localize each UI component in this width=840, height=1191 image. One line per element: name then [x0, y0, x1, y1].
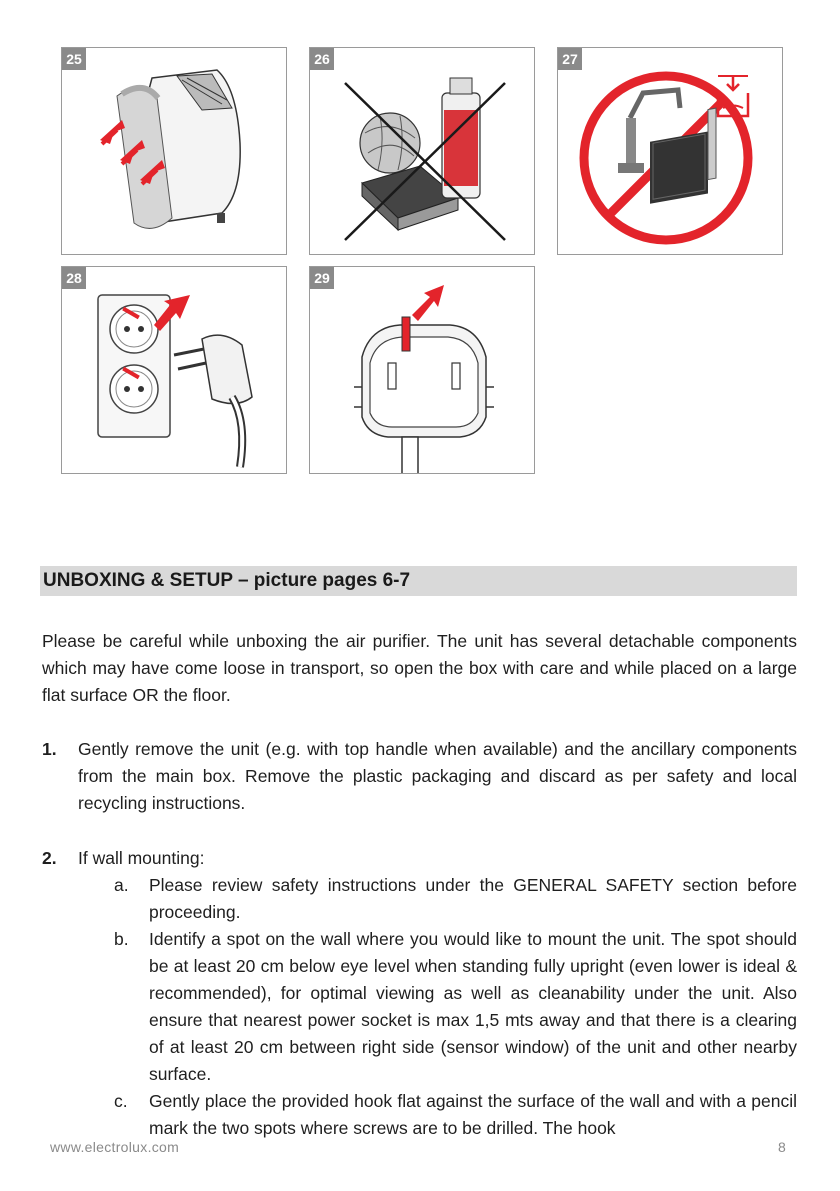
step-number: 1.	[42, 739, 57, 759]
step-number: 2.	[42, 848, 57, 868]
substep-text: Gently place the provided hook flat against the surface of the wall and with a pencil mark the two spots where screws are to be drilled. The hook	[149, 1091, 797, 1138]
figure-25	[61, 47, 287, 255]
figure-27	[557, 47, 783, 255]
footer-url: www.electrolux.com	[50, 1139, 180, 1155]
step-text: If wall mounting:	[78, 848, 205, 868]
substep-text: Identify a spot on the wall where you would like to mount the unit. The spot should be at least 20 cm below eye level when standing fully upright (even lower is ideal & recommended), for optimal viewing as well as cleanability under the unit. Also ensure that nearest power socket is max 1,5 mts away and that there is a clearing of at least 20 cm between right side (sensor window) of the unit and other nearby surface.	[149, 929, 797, 1084]
figure-number: 29	[310, 267, 334, 289]
no-cleaning-products-illustration	[310, 48, 535, 255]
substep-text: Please review safety instructions under the GENERAL SAFETY section before proceeding.	[149, 875, 797, 922]
no-washing-filter-illustration	[558, 48, 783, 255]
figure-number: 26	[310, 48, 334, 70]
figure-29	[309, 266, 535, 474]
filter-removal-illustration	[62, 48, 287, 255]
substep-letter: a.	[114, 875, 129, 895]
step-text: Gently remove the unit (e.g. with top handle when available) and the ancillary components from the main box. Remove the plastic packaging and discard as per safety and local recycling instructions.	[78, 739, 797, 813]
figure-number: 27	[558, 48, 582, 70]
figure-number: 25	[62, 48, 86, 70]
intro-paragraph: Please be careful while unboxing the air purifier. The unit has several detachable components which may have come loose in transport, so open the box with care and while placed on a large flat surface OR the floor.	[42, 631, 797, 705]
page-number: 8	[778, 1139, 786, 1155]
substep-letter: c.	[114, 1091, 128, 1111]
substep-letter: b.	[114, 929, 129, 949]
european-socket-plug-illustration	[62, 267, 287, 474]
uk-plug-illustration	[310, 267, 535, 474]
figure-28	[61, 266, 287, 474]
section-heading: UNBOXING & SETUP – picture pages 6-7	[40, 566, 797, 596]
figure-26	[309, 47, 535, 255]
figure-number: 28	[62, 267, 86, 289]
